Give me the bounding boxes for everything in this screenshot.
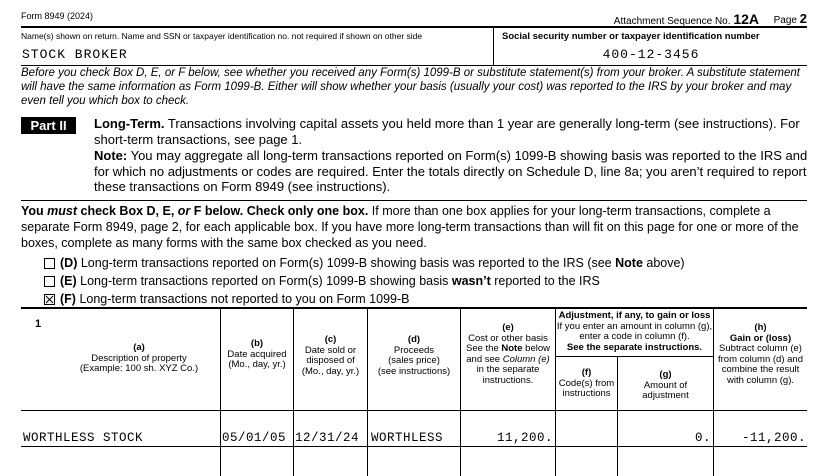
line-number: 1 (35, 318, 42, 330)
note-label: Note: (94, 148, 128, 163)
ssn-cell (493, 28, 807, 66)
ssn-field[interactable]: 400-12-3456 (602, 47, 700, 62)
column-divider (220, 309, 221, 476)
box-instructions: You must check Box D, E, or F below. Check only one box. If more than one box applies for your long-term transactions, complete a separate Form 8949, page 2, for each applicable box. If you have more long-term transactions than will fit on this page for one or more of the boxes, complete as many forms with the same box checked as you need. (21, 204, 799, 250)
date-sold-cell[interactable]: 12/31/24 (295, 431, 360, 445)
column-header-a: (a) Description of property (Example: 100 sh. XYZ Co.) (79, 342, 199, 374)
column-header-h: (h) Gain or (loss) Subtract column (e) from column (d) and combine the result with column (g). (717, 322, 803, 386)
gain-loss-cell[interactable]: -11,200. (741, 431, 806, 445)
column-header-adjustment: Adjustment, if any, to gain or loss If you enter an amount in column (g), enter a code in column (f). See the separate instructions. (556, 310, 713, 353)
cost-basis-cell[interactable]: 11,200. (496, 431, 553, 445)
name-label: Name(s) shown on return. Name and SSN or taxpayer identification no. not required if shown on other side (21, 31, 423, 41)
date-acquired-cell[interactable]: 05/01/05 (222, 431, 287, 445)
ssn-label: Social security number or taxpayer identification number (502, 31, 760, 42)
column-header-e: (e) Cost or other basis See the Note below and see Column (e) in the separate instructions. (466, 322, 550, 386)
table-row-rule (21, 446, 807, 447)
attachment-number: 12A (733, 11, 759, 27)
part-badge: Part II (21, 117, 76, 134)
part-description: Long-Term. Transactions involving capital assets you held more than 1 year are generally long-term (see instructions). For short-term transactions, see page 1. Note: You may aggregate all long-term transactions reported on Form(s) 1099-B showing basis was reported to the IRS and for which no adjustments or codes are required. Enter the totals directly on Schedule D, line 8a; you aren’t required to report these transactions on Form 8949 (see instructions). (94, 116, 808, 194)
checkbox-f-label: (F) Long-term transactions not reported to you on Form 1099-B (60, 292, 410, 306)
adjustment-cell[interactable]: 0. (694, 431, 711, 445)
checkbox-d[interactable] (44, 258, 55, 269)
check-x-icon (45, 295, 54, 304)
name-field[interactable]: STOCK BROKER (22, 47, 128, 62)
attachment-sequence: Attachment Sequence No. 12A (613, 11, 759, 27)
form-id: Form 8949 (2024) (21, 11, 94, 21)
page-number: Page 2 (773, 11, 807, 26)
table-top-rule (21, 307, 807, 309)
column-header-f: (f) Code(s) from instructions (558, 367, 615, 399)
column-header-d: (d) Proceeds (sales price) (see instructions) (377, 334, 451, 377)
form-header (21, 6, 807, 28)
divider (21, 200, 807, 201)
intro-instructions: Before you check Box D, E, or F below, see whether you received any Form(s) 1099-B or substitute statement(s) from your broker. A substitute statement will have the same information as Form 1099-B. Either will show whether your basis (usually your cost) was reported to the IRS by your broker and may even tell you which box to check. (21, 67, 800, 107)
description-cell[interactable]: WORTHLESS STOCK (23, 431, 144, 445)
column-header-c: (c) Date sold or disposed of (Mo., day, yr.) (301, 334, 360, 377)
table-header-rule (21, 410, 807, 411)
checkbox-d-label: (D) Long-term transactions reported on Form(s) 1099-B showing basis was reported to the IRS (see Note above) (60, 256, 685, 270)
name-row (21, 28, 807, 66)
column-header-b: (b) Date acquired (Mo., day, yr.) (227, 338, 287, 370)
adjustment-header-split (555, 356, 713, 357)
part-title: Long-Term. (94, 116, 165, 131)
checkbox-e-label: (E) Long-term transactions reported on Form(s) 1099-B showing basis wasn’t reported to the IRS (60, 274, 600, 288)
column-header-g: (g) Amount of adjustment (642, 369, 689, 401)
checkbox-e[interactable] (44, 276, 55, 287)
proceeds-cell[interactable]: WORTHLESS (371, 431, 444, 445)
checkbox-f[interactable] (44, 294, 55, 305)
